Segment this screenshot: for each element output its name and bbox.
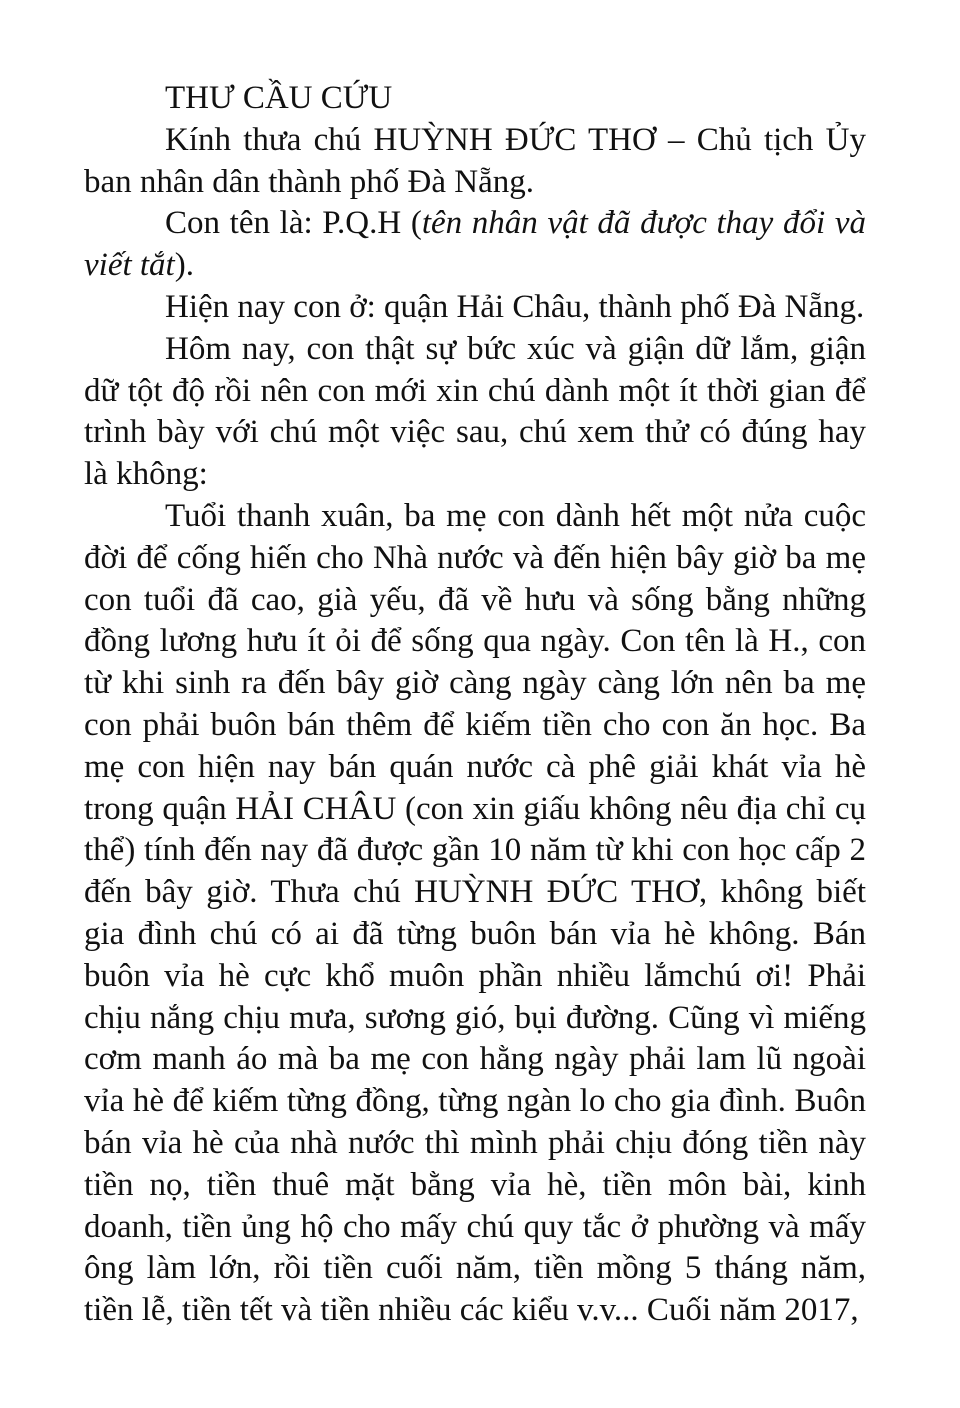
body-paragraph-2: Tuổi thanh xuân, ba mẹ con dành hết một nửa cuộc đời để cống hiến cho Nhà nước và đến hiện bây giờ ba mẹ con tuổi đã cao, già yếu, đã về hưu và sống bằng những đồng lương hưu ít ỏi để sống qua ngày. Con tên là H., con từ khi sinh ra đến bây giờ càng ngày càng lớn nên ba mẹ con phải buôn bán thêm để kiếm tiền cho con ăn học. Ba mẹ con hiện nay bán quán nước cà phê giải khát vỉa hè trong quận HẢI CHÂU (con xin giấu không nêu địa chỉ cụ thể) tính đến nay đã được gần 10 năm từ khi con học cấp 2 đến bây giờ. Thưa chú HUỲNH ĐỨC THƠ, không biết gia đình chú có ai đã từng buôn bán vỉa hè không. Bán buôn vỉa hè cực khổ muôn phần nhiều lắmchú ơi! Phải chịu nắng chịu mưa, sương gió, bụi đường. Cũng vì miếng cơm manh áo mà ba mẹ con hằng ngày phải lam lũ ngoài vỉa hè để kiếm từng đồng, từng ngàn lo cho gia đình. Buôn bán vỉa hè của nhà nước thì mình phải chịu đóng tiền này tiền nọ, tiền thuê mặt bằng vỉa hè, tiền môn bài, kinh doanh, tiền ủng hộ cho mấy chú quy tắc ở phường và mấy ông làm lớn, rồi tiền cuối năm, tiền mồng 5 tháng năm, tiền lễ, tiền tết và tiền nhiều các kiểu v.v... Cuối năm 2017, <box>84 497 866 1329</box>
name-line-italic-note: tên nhân vật đã được thay đổi và viết tắt <box>84 205 866 284</box>
name-line <box>84 203 866 287</box>
body-paragraph-1: Hôm nay, con thật sự bức xúc và giận dữ lắm, giận dữ tột độ rồi nên con mới xin chú dành một ít thời gian để trình bày với chú một việc sau, chú xem thử có đúng hay là không: <box>84 330 866 493</box>
address-line: Hiện nay con ở: quận Hải Châu, thành phố Đà Nẵng. <box>165 288 865 325</box>
name-line-prefix: Con tên là: P.Q.H ( <box>165 205 422 242</box>
letter-title: THƯ CẦU CỨU <box>165 80 393 116</box>
salutation: Kính thưa chú HUỲNH ĐỨC THƠ – Chủ tịch Ủy ban nhân dân thành phố Đà Nẵng. <box>84 121 866 200</box>
name-line-suffix: ). <box>174 247 194 284</box>
document-page <box>84 78 866 1332</box>
